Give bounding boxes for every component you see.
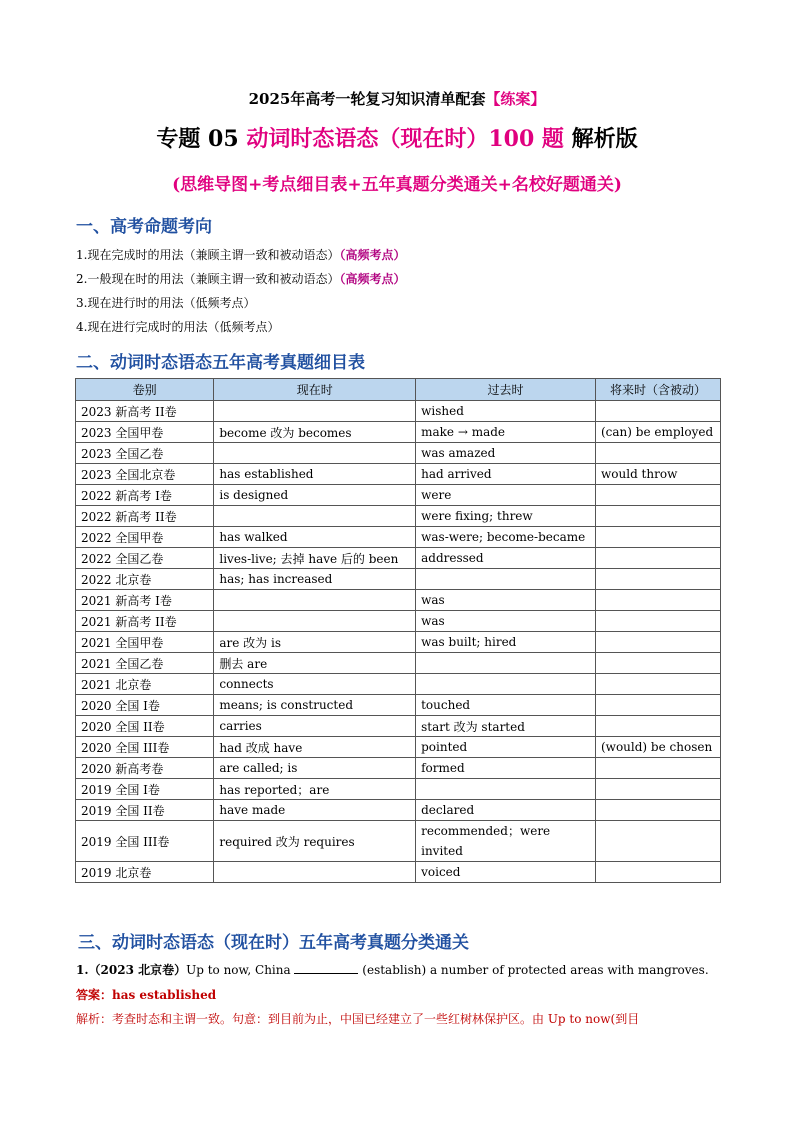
table-cell: (can) be employed [596, 422, 721, 443]
table-cell: 2021 新高考 II卷 [76, 611, 214, 632]
question-source: （2023 北京卷） [88, 963, 187, 977]
table-cell [214, 443, 416, 464]
explanation-line: 解析：考查时态和主谓一致。句意：到目前为止，中国已经建立了一些红树林保护区。由 Up to now(到目 [76, 1012, 640, 1026]
table-cell: is designed [214, 485, 416, 506]
table-cell: are 改为 is [214, 632, 416, 653]
table-cell: formed [416, 758, 596, 779]
table-cell: has walked [214, 527, 416, 548]
title-topic: 动词时态语态（现在时）100 题 [246, 126, 564, 152]
table-cell: declared [416, 800, 596, 821]
item-text: 1.现在完成时的用法（兼顾主谓一致和被动语态） [76, 248, 340, 262]
table-row [76, 716, 721, 737]
answer-line: 答案：has established [76, 988, 217, 1002]
table-row [76, 862, 721, 883]
table-cell: 2020 全国 I卷 [76, 695, 214, 716]
section1-heading: 一、高考命题考向 [76, 217, 212, 237]
question-text-after: (establish) a number of protected areas with mangroves. [362, 963, 709, 977]
table-cell: addressed [416, 548, 596, 569]
table-cell [596, 758, 721, 779]
table-cell: 2021 全国甲卷 [76, 632, 214, 653]
table-cell: 2019 全国 I卷 [76, 779, 214, 800]
table-cell: had arrived [416, 464, 596, 485]
table-cell: were fixing; threw [416, 506, 596, 527]
header-main-text: 2025年高考一轮复习知识清单配套 [248, 90, 486, 108]
table-cell: 2020 全国 III卷 [76, 737, 214, 758]
table-cell: has reported；are [214, 779, 416, 800]
table-cell: have made [214, 800, 416, 821]
table-cell [214, 590, 416, 611]
table-cell [596, 527, 721, 548]
table-row [76, 590, 721, 611]
table-cell: were [416, 485, 596, 506]
table-cell: 2022 全国乙卷 [76, 548, 214, 569]
table-cell [596, 653, 721, 674]
table-cell [596, 611, 721, 632]
table-cell: connects [214, 674, 416, 695]
table-cell: 2023 全国甲卷 [76, 422, 214, 443]
table-cell [214, 401, 416, 422]
table-cell: touched [416, 695, 596, 716]
table-row [76, 464, 721, 485]
table-cell: lives-live; 去掉 have 后的 been [214, 548, 416, 569]
table-cell [596, 716, 721, 737]
question-1 [76, 961, 736, 978]
table-cell: become 改为 becomes [214, 422, 416, 443]
table-cell [214, 611, 416, 632]
table-row [76, 821, 721, 862]
table-cell: 2020 新高考卷 [76, 758, 214, 779]
table-row [76, 422, 721, 443]
table-cell [596, 862, 721, 883]
table-cell [416, 653, 596, 674]
header-line [0, 88, 794, 109]
table-cell: 2020 全国 II卷 [76, 716, 214, 737]
table-cell: voiced [416, 862, 596, 883]
table-header-cell: 卷别 [76, 379, 214, 401]
table-row [76, 800, 721, 821]
table-cell [596, 821, 721, 862]
table-cell: carries [214, 716, 416, 737]
table-cell [596, 590, 721, 611]
title-suffix: 解析版 [571, 126, 638, 152]
table-cell: 2022 北京卷 [76, 569, 214, 590]
page-title [0, 122, 794, 153]
table-cell: was built; hired [416, 632, 596, 653]
table-cell: 2019 全国 III卷 [76, 821, 214, 862]
table-cell: start 改为 started [416, 716, 596, 737]
section1-item [76, 318, 279, 335]
section1-item [76, 294, 255, 311]
table-header-cell: 现在时 [214, 379, 416, 401]
table-body [76, 401, 721, 883]
table-row [76, 548, 721, 569]
table-cell [596, 548, 721, 569]
table-cell: make → made [416, 422, 596, 443]
item-tag: （高频考点） [339, 272, 406, 286]
table-cell: are called; is [214, 758, 416, 779]
table-row [76, 737, 721, 758]
page-subtitle: (思维导图+考点细目表+五年真题分类通关+名校好题通关) [172, 175, 622, 195]
table-cell [596, 779, 721, 800]
table-cell: wished [416, 401, 596, 422]
table-cell [596, 506, 721, 527]
answer-blank [294, 963, 358, 974]
table-cell: pointed [416, 737, 596, 758]
table-row [76, 611, 721, 632]
table-cell: recommended；were invited [416, 821, 596, 862]
table-row [76, 695, 721, 716]
section2-heading: 二、动词时态语态五年高考真题细目表 [76, 353, 365, 373]
table-cell [596, 674, 721, 695]
table-cell [596, 443, 721, 464]
table-row [76, 653, 721, 674]
table-row [76, 758, 721, 779]
table-cell [596, 569, 721, 590]
table-cell: 2019 北京卷 [76, 862, 214, 883]
table-cell [416, 779, 596, 800]
table-row [76, 779, 721, 800]
table-cell [214, 506, 416, 527]
item-text: 2.一般现在时的用法（兼顾主谓一致和被动语态） [76, 272, 340, 286]
table-cell [596, 485, 721, 506]
table-header-cell: 过去时 [416, 379, 596, 401]
item-text: 4.现在进行完成时的用法（低频考点） [76, 320, 280, 334]
table-cell: required 改为 requires [214, 821, 416, 862]
table-row [76, 527, 721, 548]
item-text: 3.现在进行时的用法（低频考点） [76, 296, 256, 310]
table-row [76, 443, 721, 464]
table-row [76, 401, 721, 422]
table-cell: 2019 全国 II卷 [76, 800, 214, 821]
section1-item [76, 246, 405, 263]
table-cell [596, 632, 721, 653]
title-prefix: 专题 05 [156, 126, 239, 152]
table-cell: had 改成 have [214, 737, 416, 758]
table-row [76, 674, 721, 695]
table-row [76, 632, 721, 653]
table-cell: would throw [596, 464, 721, 485]
table-cell: has established [214, 464, 416, 485]
table-cell: 2021 全国乙卷 [76, 653, 214, 674]
table-row [76, 569, 721, 590]
section1-item [76, 270, 405, 287]
table-cell: 2021 新高考 I卷 [76, 590, 214, 611]
table-cell: was amazed [416, 443, 596, 464]
table-cell: means; is constructed [214, 695, 416, 716]
table-cell: (would) be chosen [596, 737, 721, 758]
table-cell: 2023 全国北京卷 [76, 464, 214, 485]
table-cell [214, 862, 416, 883]
table-row [76, 485, 721, 506]
table-row [76, 506, 721, 527]
table-cell [596, 800, 721, 821]
table-cell: has; has increased [214, 569, 416, 590]
table-cell: was [416, 611, 596, 632]
question-number: 1. [76, 963, 89, 977]
table-header-cell: 将来时（含被动） [596, 379, 721, 401]
table-cell: 2023 新高考 II卷 [76, 401, 214, 422]
section3-heading: 三、动词时态语态（现在时）五年高考真题分类通关 [78, 933, 469, 953]
question-text-before: Up to now, China [186, 963, 291, 977]
table-cell [416, 569, 596, 590]
table-cell: 2022 新高考 II卷 [76, 506, 214, 527]
table-cell [596, 695, 721, 716]
table-cell: was [416, 590, 596, 611]
table-cell [416, 674, 596, 695]
table-cell: was-were; become-became [416, 527, 596, 548]
table-cell: 删去 are [214, 653, 416, 674]
table-cell: 2023 全国乙卷 [76, 443, 214, 464]
table-cell: 2022 新高考 I卷 [76, 485, 214, 506]
header-tag: 【练案】 [485, 90, 546, 108]
table-cell [596, 401, 721, 422]
table-cell: 2021 北京卷 [76, 674, 214, 695]
exam-table [75, 378, 721, 883]
table-header-row [76, 379, 721, 401]
table-cell: 2022 全国甲卷 [76, 527, 214, 548]
item-tag: （高频考点） [339, 248, 406, 262]
